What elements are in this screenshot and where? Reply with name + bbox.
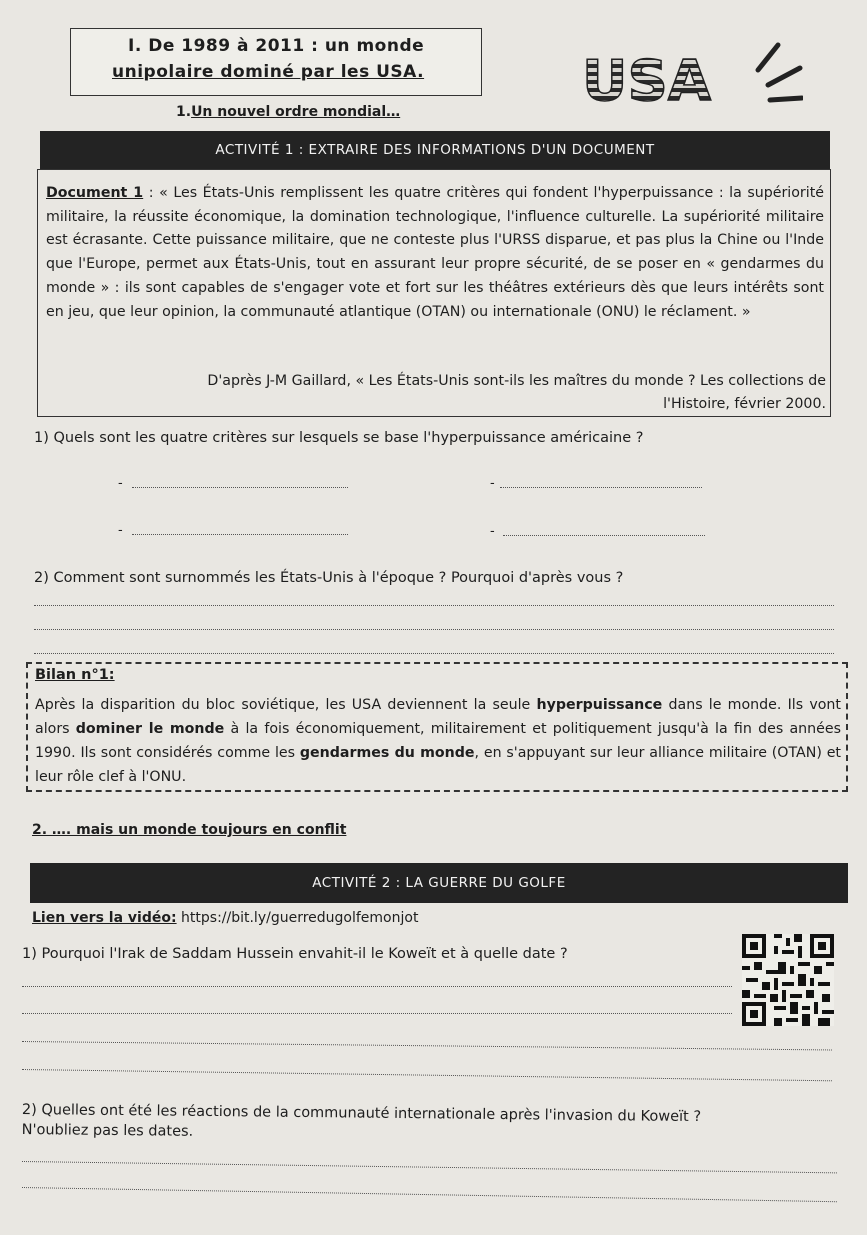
answer-line[interactable]	[500, 486, 702, 488]
answer-line[interactable]	[132, 486, 348, 488]
answer-line[interactable]	[34, 604, 834, 606]
answer-dash: -	[118, 476, 123, 491]
answer-line[interactable]	[34, 652, 834, 654]
question-2-1: 1) Pourquoi l'Irak de Saddam Hussein envahit-il le Koweït et à quelle date ?	[22, 946, 568, 962]
subtitle-1: 1.Un nouvel ordre mondial…	[176, 104, 401, 120]
activity-1-header: ACTIVITÉ 1 : EXTRAIRE DES INFORMATIONS D'UN DOCUMENT	[40, 131, 830, 169]
activity-2-header: ACTIVITÉ 2 : LA GUERRE DU GOLFE	[30, 863, 848, 903]
document-text: Document 1 : « Les États-Unis remplissent les quatre critères qui fondent l'hyperpuissance : la supériorité militaire, la réussite économique, la domination technologique, l'influence culturelle. La supériorité militaire est écrasante. Cette puissance militaire, que ne conteste plus l'URSS disparue, et pas plus la Chine ou l'Inde que l'Europe, permet aux États-Unis, tout en assurant leur propre sécurité, de se poser en « gendarmes du monde » : ils sont capables de s'engager vote et fort sur les théâtres extérieurs dès que leurs intérêts sont en jeu, que leur opinion, la communauté atlantique (OTAN) ou internationale (ONU) le réclament. »	[46, 185, 824, 320]
title-line-2: unipolaire dominé par les USA.	[112, 62, 425, 82]
usa-logo-text: USA	[582, 49, 712, 114]
answer-line[interactable]	[22, 1160, 837, 1173]
question-2-2: 2) Quelles ont été les réactions de la communauté internationale après l'invasion du Koweït ? N'oubliez pas les dates.	[21, 1101, 702, 1140]
answer-dash: -	[118, 523, 123, 538]
answer-line[interactable]	[22, 1186, 837, 1202]
bilan-text: Après la disparition du bloc soviétique, les USA deviennent la seule hyperpuissance dans le monde. Ils vont alors dominer le monde à la fois économiquement, militairement et politiquement jusqu'à la fin des années 1990. Ils sont considérés comme les gendarmes du monde, en s'appuyant sur leur alliance militaire (OTAN) et leur rôle clef à l'ONU.	[35, 697, 841, 785]
usa-logo-icon	[578, 40, 803, 115]
answer-line[interactable]	[132, 533, 348, 535]
answer-line[interactable]	[22, 985, 732, 987]
answer-line[interactable]	[34, 628, 834, 630]
video-link[interactable]	[32, 910, 418, 926]
video-link-label: Lien vers la vidéo:	[32, 910, 177, 926]
bilan-title: Bilan n°1:	[35, 667, 115, 683]
qr-code-icon[interactable]	[742, 934, 834, 1026]
video-url[interactable]: https://bit.ly/guerredugolfemonjot	[181, 910, 419, 926]
title-line-1: I. De 1989 à 2011 : un monde	[128, 36, 425, 56]
question-2: 2) Comment sont surnommés les États-Unis à l'époque ? Pourquoi d'après vous ?	[34, 570, 624, 586]
question-1: 1) Quels sont les quatre critères sur lesquels se base l'hyperpuissance américaine ?	[34, 430, 644, 446]
answer-line[interactable]	[503, 534, 705, 536]
answer-dash: -	[490, 524, 495, 539]
section-2-title: 2. …. mais un monde toujours en conflit	[32, 822, 347, 838]
answer-line[interactable]	[22, 1068, 832, 1081]
document-source: D'après J-M Gaillard, « Les États-Unis sont-ils les maîtres du monde ? Les collections de l'Histoire, février 2000.	[207, 373, 826, 412]
answer-line[interactable]	[22, 1040, 832, 1050]
answer-dash: -	[490, 476, 495, 491]
answer-line[interactable]	[22, 1012, 732, 1014]
